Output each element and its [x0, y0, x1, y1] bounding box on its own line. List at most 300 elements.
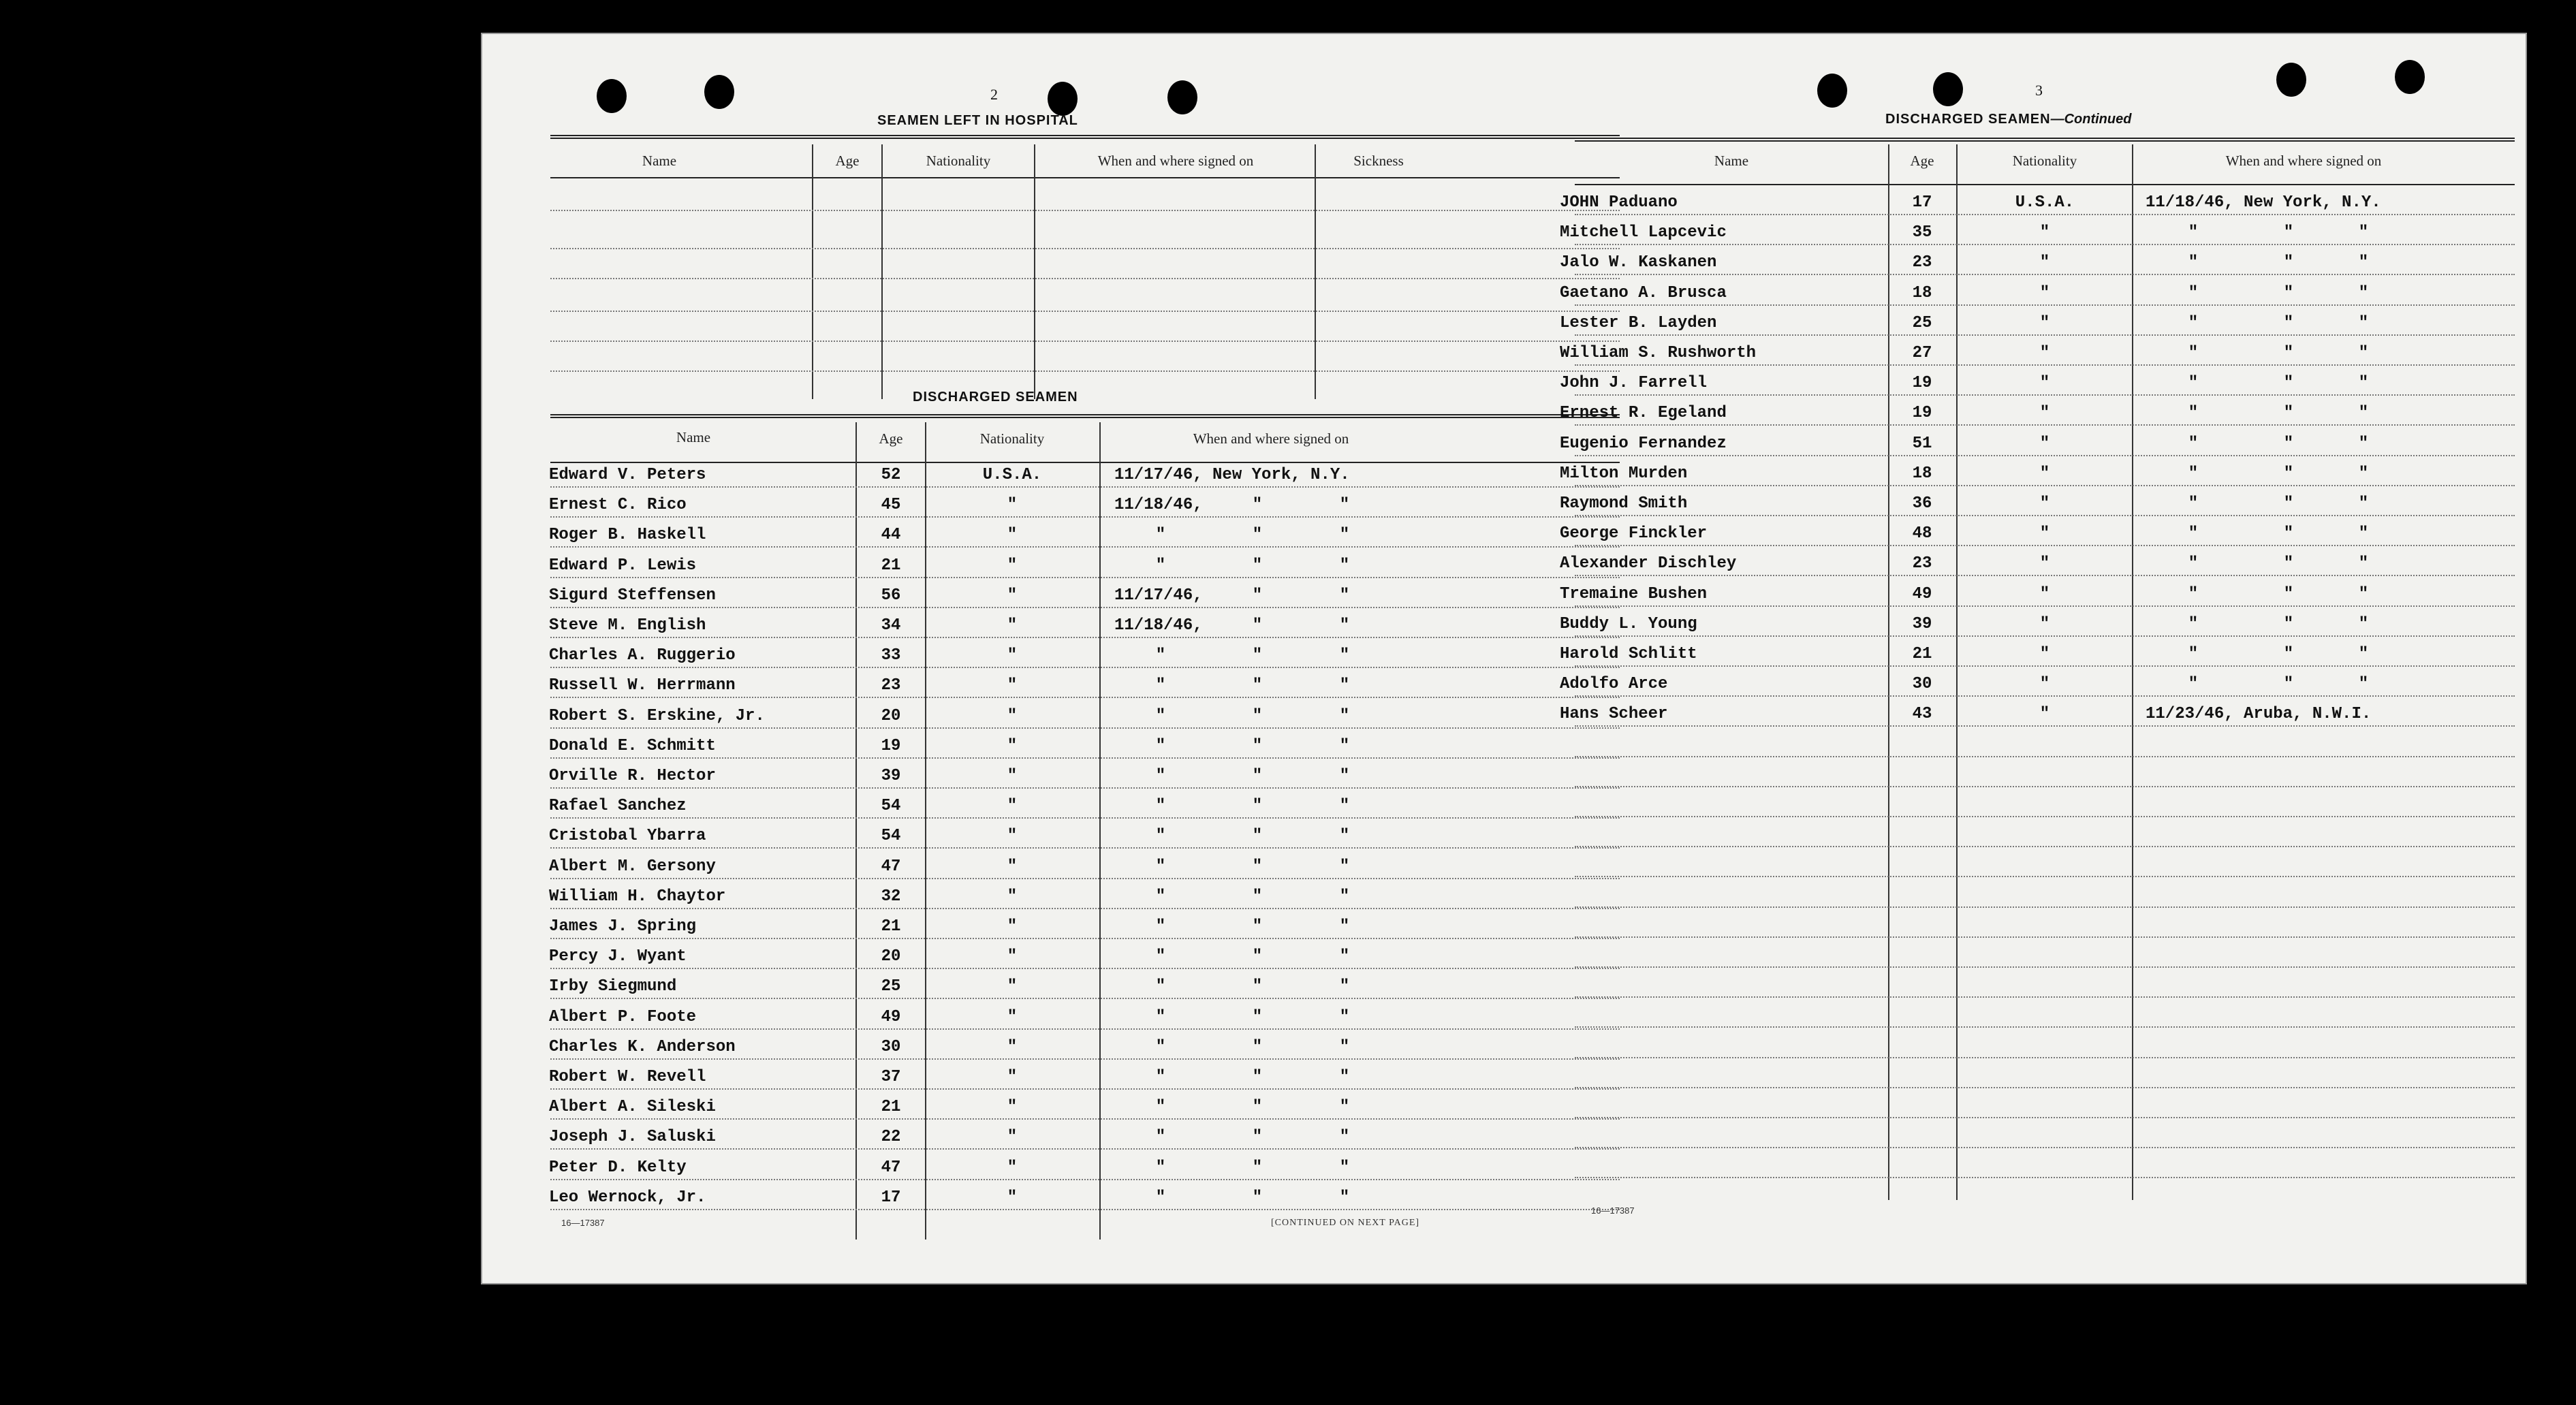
- row-rule: [1575, 304, 2515, 306]
- row-rule: [550, 697, 1620, 698]
- seaman-nationality: ": [1007, 676, 1018, 695]
- right-col-nationality: Nationality: [2012, 153, 2077, 169]
- ditto-mark: ": [1155, 676, 1166, 695]
- ditto-mark: ": [2358, 494, 2369, 513]
- ditto-mark: ": [2358, 645, 2369, 663]
- seaman-name: Albert A. Sileski: [549, 1098, 716, 1117]
- hospital-col-nationality: Nationality: [926, 153, 991, 169]
- row-rule: [550, 817, 1620, 819]
- seaman-age: 32: [881, 887, 901, 906]
- seaman-name: Donald E. Schmitt: [549, 736, 716, 755]
- seaman-age: 33: [881, 646, 901, 665]
- ditto-mark: ": [2283, 675, 2294, 694]
- blank-rule: [1575, 1117, 2515, 1118]
- row-rule: [550, 968, 1620, 969]
- seaman-name: Peter D. Kelty: [549, 1158, 687, 1177]
- ditto-mark: ": [1155, 917, 1166, 936]
- row-rule: [550, 757, 1620, 759]
- ditto-mark: ": [1155, 1037, 1166, 1056]
- hospital-col-sickness: Sickness: [1353, 153, 1404, 169]
- ditto-mark: ": [1339, 1128, 1350, 1147]
- seaman-name: Jalo W. Kaskanen: [1560, 253, 1717, 272]
- seaman-nationality: ": [1007, 736, 1018, 755]
- seaman-nationality: ": [1007, 887, 1018, 906]
- ditto-mark: ": [1339, 977, 1350, 996]
- seaman-nationality: ": [1007, 646, 1018, 665]
- ditto-mark: ": [2188, 434, 2199, 453]
- seaman-nationality: ": [1007, 1068, 1018, 1086]
- row-rule: [550, 486, 1620, 488]
- discharged-continued-title-main: DISCHARGED SEAMEN: [1885, 112, 2051, 127]
- ditto-mark: ": [1339, 1098, 1350, 1117]
- ditto-mark: ": [2283, 464, 2294, 483]
- seaman-nationality: ": [1007, 556, 1018, 575]
- seaman-age: 21: [1912, 645, 1932, 663]
- blank-rule: [1575, 756, 2515, 757]
- document-sheet: [481, 33, 2527, 1284]
- seaman-nationality: ": [1007, 767, 1018, 785]
- seaman-age: 39: [881, 767, 901, 785]
- seaman-name: Robert S. Erskine, Jr.: [549, 706, 765, 725]
- seaman-name: Robert W. Revell: [549, 1068, 706, 1086]
- discharged-col-name: Name: [676, 429, 711, 445]
- seaman-nationality: ": [2039, 464, 2050, 483]
- seaman-age: 22: [881, 1128, 901, 1147]
- row-rule: [1575, 394, 2515, 396]
- ditto-mark: ": [1339, 1037, 1350, 1056]
- seaman-name: Irby Siegmund: [549, 977, 677, 996]
- ditto-mark: ": [2283, 645, 2294, 663]
- seaman-name: Gaetano A. Brusca: [1560, 283, 1727, 302]
- seaman-name: Hans Scheer: [1560, 705, 1668, 724]
- row-rule: [1575, 244, 2515, 245]
- seaman-name: Sigurd Steffensen: [549, 586, 716, 605]
- seaman-nationality: ": [2039, 283, 2050, 302]
- ditto-mark: ": [1339, 797, 1350, 816]
- ditto-mark: ": [1339, 496, 1350, 515]
- row-rule: [550, 577, 1620, 578]
- ditto-mark: ": [1252, 586, 1263, 605]
- ditto-mark: ": [2358, 464, 2369, 483]
- ditto-mark: ": [2283, 584, 2294, 603]
- row-rule: [550, 1028, 1620, 1030]
- ditto-mark: ": [2283, 283, 2294, 302]
- seaman-nationality: ": [2039, 524, 2050, 543]
- seaman-nationality: ": [1007, 496, 1018, 515]
- ditto-mark: ": [2283, 374, 2294, 393]
- seaman-nationality: ": [1007, 1158, 1018, 1177]
- ditto-mark: ": [1155, 526, 1166, 545]
- blank-rule: [1575, 846, 2515, 847]
- seaman-nationality: ": [1007, 917, 1018, 936]
- seaman-age: 35: [1912, 223, 1932, 242]
- seaman-name: Joseph J. Saluski: [549, 1128, 716, 1147]
- row-rule: [1575, 605, 2515, 607]
- ditto-mark: ": [1155, 1068, 1166, 1086]
- ditto-mark: ": [2283, 614, 2294, 633]
- seaman-age: 19: [1912, 374, 1932, 393]
- seaman-name: Eugenio Fernandez: [1560, 434, 1727, 453]
- blank-rule: [1575, 816, 2515, 817]
- seaman-age: 54: [881, 797, 901, 816]
- ditto-mark: ": [1252, 1158, 1263, 1177]
- blank-rule: [1575, 906, 2515, 908]
- seaman-signed-on: 11/23/46, Aruba, N.W.I.: [2146, 705, 2372, 724]
- seaman-age: 25: [1912, 313, 1932, 332]
- ditto-mark: ": [2283, 344, 2294, 362]
- seaman-age: 17: [1912, 193, 1932, 212]
- ditto-mark: ": [2188, 283, 2199, 302]
- row-rule: [550, 637, 1620, 638]
- row-rule: [550, 1179, 1620, 1180]
- ditto-mark: ": [1252, 496, 1263, 515]
- seaman-nationality: ": [1007, 1007, 1018, 1026]
- ditto-mark: ": [2188, 464, 2199, 483]
- row-rule: [1575, 635, 2515, 637]
- ditto-mark: ": [2358, 554, 2369, 573]
- seaman-name: William S. Rushworth: [1560, 344, 1757, 362]
- row-rule: [1575, 575, 2515, 576]
- seaman-nationality: ": [1007, 1037, 1018, 1056]
- seaman-nationality: ": [1007, 827, 1018, 846]
- discharged-continued-title-suffix: —Continued: [2050, 112, 2132, 127]
- ditto-mark: ": [1339, 1188, 1350, 1207]
- seaman-nationality: ": [1007, 947, 1018, 966]
- blank-rule: [1575, 786, 2515, 787]
- seaman-age: 54: [881, 827, 901, 846]
- hospital-col-age: Age: [835, 153, 860, 169]
- ditto-mark: ": [1252, 1068, 1263, 1086]
- ditto-mark: ": [2358, 313, 2369, 332]
- seaman-name: James J. Spring: [549, 917, 697, 936]
- seaman-age: 47: [881, 857, 901, 876]
- blank-rule: [1575, 876, 2515, 877]
- seaman-nationality: ": [2039, 614, 2050, 633]
- row-rule: [550, 667, 1620, 668]
- ditto-mark: ": [1155, 1098, 1166, 1117]
- ditto-mark: ": [2358, 223, 2369, 242]
- ditto-mark: ": [1252, 736, 1263, 755]
- discharged-col-signed-on: When and where signed on: [1193, 430, 1349, 447]
- row-rule: [550, 878, 1620, 879]
- seaman-name: Percy J. Wyant: [549, 947, 687, 966]
- seaman-nationality: ": [2039, 675, 2050, 694]
- seaman-nationality: ": [2039, 404, 2050, 423]
- seaman-age: 19: [881, 736, 901, 755]
- blank-rule: [1575, 1026, 2515, 1028]
- ditto-mark: ": [1252, 1007, 1263, 1026]
- seaman-age: 51: [1912, 434, 1932, 453]
- ditto-mark: ": [2358, 675, 2369, 694]
- seaman-name: Harold Schlitt: [1560, 645, 1697, 663]
- ditto-mark: ": [2283, 554, 2294, 573]
- ditto-mark: ": [2188, 524, 2199, 543]
- row-rule: [1575, 455, 2515, 456]
- seaman-age: 36: [1912, 494, 1932, 513]
- seaman-name: Rafael Sanchez: [549, 797, 687, 816]
- seaman-nationality: ": [2039, 645, 2050, 663]
- continued-note: [CONTINUED ON NEXT PAGE]: [1271, 1218, 1420, 1228]
- seaman-age: 23: [1912, 253, 1932, 272]
- seaman-age: 17: [881, 1188, 901, 1207]
- seaman-age: 56: [881, 586, 901, 605]
- punch-hole-icon: [704, 75, 734, 109]
- ditto-mark: ": [1339, 857, 1350, 876]
- seaman-age: 48: [1912, 524, 1932, 543]
- right-col-age: Age: [1910, 153, 1934, 169]
- seaman-age: 30: [881, 1037, 901, 1056]
- ditto-mark: ": [1339, 526, 1350, 545]
- seaman-nationality: ": [1007, 1128, 1018, 1147]
- seaman-nationality: ": [1007, 706, 1018, 725]
- seaman-nationality: ": [2039, 554, 2050, 573]
- seaman-nationality: ": [2039, 494, 2050, 513]
- ditto-mark: ": [2188, 494, 2199, 513]
- punch-hole-icon: [2276, 63, 2306, 97]
- seaman-name: Russell W. Herrmann: [549, 676, 736, 695]
- ditto-mark: ": [1252, 676, 1263, 695]
- blank-rule: [1575, 1177, 2515, 1178]
- seaman-name: Roger B. Haskell: [549, 526, 706, 545]
- ditto-mark: ": [2358, 404, 2369, 423]
- blank-rule: [1575, 1087, 2515, 1088]
- row-rule: [1575, 485, 2515, 486]
- seaman-age: 39: [1912, 614, 1932, 633]
- discharged-col-nationality: Nationality: [979, 430, 1045, 447]
- row-rule: [550, 938, 1620, 939]
- ditto-mark: ": [1339, 887, 1350, 906]
- discharged-col-age: Age: [879, 430, 903, 447]
- seaman-age: 25: [881, 977, 901, 996]
- ditto-mark: ": [1155, 1188, 1166, 1207]
- row-rule: [550, 1118, 1620, 1120]
- seaman-nationality: ": [1007, 1098, 1018, 1117]
- hospital-col-name: Name: [642, 153, 677, 169]
- seaman-age: 37: [881, 1068, 901, 1086]
- seaman-nationality: U.S.A.: [982, 466, 1042, 484]
- hospital-col-signed-on: When and where signed on: [1097, 153, 1254, 169]
- row-rule: [1575, 334, 2515, 336]
- ditto-mark: ": [2283, 524, 2294, 543]
- seaman-age: 44: [881, 526, 901, 545]
- ditto-mark: ": [1155, 767, 1166, 785]
- seaman-name: Ernest C. Rico: [549, 496, 687, 515]
- seaman-age: 52: [881, 466, 901, 484]
- seaman-nationality: ": [1007, 797, 1018, 816]
- blank-rule: [1575, 1057, 2515, 1058]
- ditto-mark: ": [2283, 223, 2294, 242]
- page-number-left: 2: [990, 86, 998, 103]
- right-col-name: Name: [1714, 153, 1749, 169]
- seaman-age: 21: [881, 1098, 901, 1117]
- ditto-mark: ": [1155, 827, 1166, 846]
- seaman-signed-on: 11/18/46,: [1114, 496, 1203, 515]
- row-rule: [1575, 725, 2515, 727]
- seaman-name: Steve M. English: [549, 616, 706, 635]
- row-rule: [550, 1209, 1620, 1210]
- ditto-mark: ": [1339, 1007, 1350, 1026]
- ditto-mark: ": [1252, 556, 1263, 575]
- ditto-mark: ": [2358, 614, 2369, 633]
- seaman-signed-on: 11/18/46, New York, N.Y.: [2146, 193, 2381, 212]
- ditto-mark: ": [2188, 313, 2199, 332]
- seaman-name: Leo Wernock, Jr.: [549, 1188, 706, 1207]
- blank-rule: [1575, 1147, 2515, 1148]
- hospital-section-title: SEAMEN LEFT IN HOSPITAL: [877, 113, 1078, 128]
- seaman-age: 18: [1912, 464, 1932, 483]
- row-rule: [550, 847, 1620, 849]
- seaman-name: Milton Murden: [1560, 464, 1688, 483]
- seaman-name: Alexander Dischley: [1560, 554, 1737, 573]
- form-number-right: 16—17387: [1591, 1205, 1635, 1216]
- seaman-age: 47: [881, 1158, 901, 1177]
- ditto-mark: ": [2188, 253, 2199, 272]
- ditto-mark: ": [1155, 706, 1166, 725]
- ditto-mark: ": [1252, 1188, 1263, 1207]
- seaman-nationality: ": [2039, 253, 2050, 272]
- ditto-mark: ": [2358, 524, 2369, 543]
- seaman-age: 23: [1912, 554, 1932, 573]
- ditto-mark: ": [2188, 404, 2199, 423]
- seaman-nationality: ": [1007, 586, 1018, 605]
- seaman-age: 34: [881, 616, 901, 635]
- ditto-mark: ": [1339, 767, 1350, 785]
- ditto-mark: ": [2358, 374, 2369, 393]
- seaman-name: William H. Chaytor: [549, 887, 726, 906]
- seaman-name: Cristobal Ybarra: [549, 827, 706, 846]
- seaman-name: Albert M. Gersony: [549, 857, 716, 876]
- punch-hole-icon: [1933, 72, 1963, 106]
- seaman-age: 45: [881, 496, 901, 515]
- seaman-name: Albert P. Foote: [549, 1007, 697, 1026]
- blank-rule: [1575, 996, 2515, 998]
- ditto-mark: ": [1155, 1128, 1166, 1147]
- row-rule: [1575, 665, 2515, 667]
- ditto-mark: ": [1339, 917, 1350, 936]
- ditto-mark: ": [2188, 554, 2199, 573]
- ditto-mark: ": [1252, 917, 1263, 936]
- ditto-mark: ": [2358, 344, 2369, 362]
- seaman-signed-on: 11/17/46, New York, N.Y.: [1114, 466, 1350, 484]
- row-rule: [550, 998, 1620, 999]
- row-rule: [1575, 364, 2515, 366]
- discharged-continued-title: [1885, 112, 2131, 127]
- seaman-signed-on: 11/17/46,: [1114, 586, 1203, 605]
- seaman-name: Raymond Smith: [1560, 494, 1688, 513]
- row-rule: [550, 546, 1620, 548]
- seaman-age: 43: [1912, 705, 1932, 724]
- seaman-nationality: ": [1007, 526, 1018, 545]
- seaman-nationality: ": [1007, 616, 1018, 635]
- seaman-age: 18: [1912, 283, 1932, 302]
- page-number-right: 3: [2035, 82, 2043, 99]
- row-rule: [550, 1088, 1620, 1090]
- ditto-mark: ": [2283, 434, 2294, 453]
- punch-hole-icon: [1167, 80, 1197, 114]
- ditto-mark: ": [2188, 344, 2199, 362]
- row-rule: [550, 1058, 1620, 1060]
- ditto-mark: ": [1155, 887, 1166, 906]
- seaman-name: John J. Farrell: [1560, 374, 1708, 393]
- seaman-name: Adolfo Arce: [1560, 675, 1668, 694]
- blank-rule: [1575, 966, 2515, 968]
- ditto-mark: ": [1339, 586, 1350, 605]
- ditto-mark: ": [1252, 887, 1263, 906]
- seaman-age: 23: [881, 676, 901, 695]
- seaman-age: 19: [1912, 404, 1932, 423]
- seaman-nationality: ": [1007, 1188, 1018, 1207]
- row-rule: [550, 727, 1620, 729]
- seaman-nationality: ": [1007, 857, 1018, 876]
- ditto-mark: ": [2283, 313, 2294, 332]
- row-rule: [1575, 545, 2515, 546]
- seaman-signed-on: 11/18/46,: [1114, 616, 1203, 635]
- ditto-mark: ": [2358, 584, 2369, 603]
- ditto-mark: ": [1252, 616, 1263, 635]
- row-rule: [1575, 695, 2515, 697]
- row-rule: [550, 787, 1620, 789]
- ditto-mark: ": [1155, 1158, 1166, 1177]
- ditto-mark: ": [2358, 283, 2369, 302]
- seaman-age: 49: [1912, 584, 1932, 603]
- seaman-nationality: ": [2039, 434, 2050, 453]
- seaman-nationality: U.S.A.: [2015, 193, 2075, 212]
- seaman-nationality: ": [2039, 223, 2050, 242]
- seaman-nationality: ": [2039, 584, 2050, 603]
- seaman-age: 21: [881, 917, 901, 936]
- row-rule: [1575, 214, 2515, 215]
- seaman-nationality: ": [2039, 374, 2050, 393]
- seaman-name: Tremaine Bushen: [1560, 584, 1708, 603]
- ditto-mark: ": [2283, 494, 2294, 513]
- ditto-mark: ": [2188, 584, 2199, 603]
- ditto-mark: ": [1339, 676, 1350, 695]
- ditto-mark: ": [1155, 947, 1166, 966]
- ditto-mark: ": [1155, 1007, 1166, 1026]
- ditto-mark: ": [2188, 675, 2199, 694]
- ditto-mark: ": [1252, 857, 1263, 876]
- ditto-mark: ": [1339, 616, 1350, 635]
- punch-hole-icon: [1048, 82, 1078, 116]
- seaman-name: Orville R. Hector: [549, 767, 716, 785]
- ditto-mark: ": [1155, 736, 1166, 755]
- seaman-nationality: ": [1007, 977, 1018, 996]
- punch-hole-icon: [2395, 60, 2425, 94]
- seaman-name: Ernest R. Egeland: [1560, 404, 1727, 423]
- seaman-name: Lester B. Layden: [1560, 313, 1717, 332]
- ditto-mark: ": [1339, 556, 1350, 575]
- seaman-name: Edward V. Peters: [549, 466, 706, 484]
- seaman-name: JOHN Paduano: [1560, 193, 1678, 212]
- ditto-mark: ": [1155, 857, 1166, 876]
- row-rule: [550, 1148, 1620, 1150]
- ditto-mark: ": [2358, 253, 2369, 272]
- seaman-name: Mitchell Lapcevic: [1560, 223, 1727, 242]
- discharged-section-title: DISCHARGED SEAMEN: [913, 390, 1078, 405]
- ditto-mark: ": [2188, 223, 2199, 242]
- ditto-mark: ": [1252, 1098, 1263, 1117]
- blank-rule: [1575, 936, 2515, 938]
- ditto-mark: ": [1339, 1158, 1350, 1177]
- seaman-age: 27: [1912, 344, 1932, 362]
- seaman-nationality: ": [2039, 344, 2050, 362]
- ditto-mark: ": [1252, 827, 1263, 846]
- punch-hole-icon: [597, 79, 627, 113]
- seaman-age: 20: [881, 706, 901, 725]
- ditto-mark: ": [2283, 404, 2294, 423]
- seaman-name: Edward P. Lewis: [549, 556, 697, 575]
- ditto-mark: ": [1252, 646, 1263, 665]
